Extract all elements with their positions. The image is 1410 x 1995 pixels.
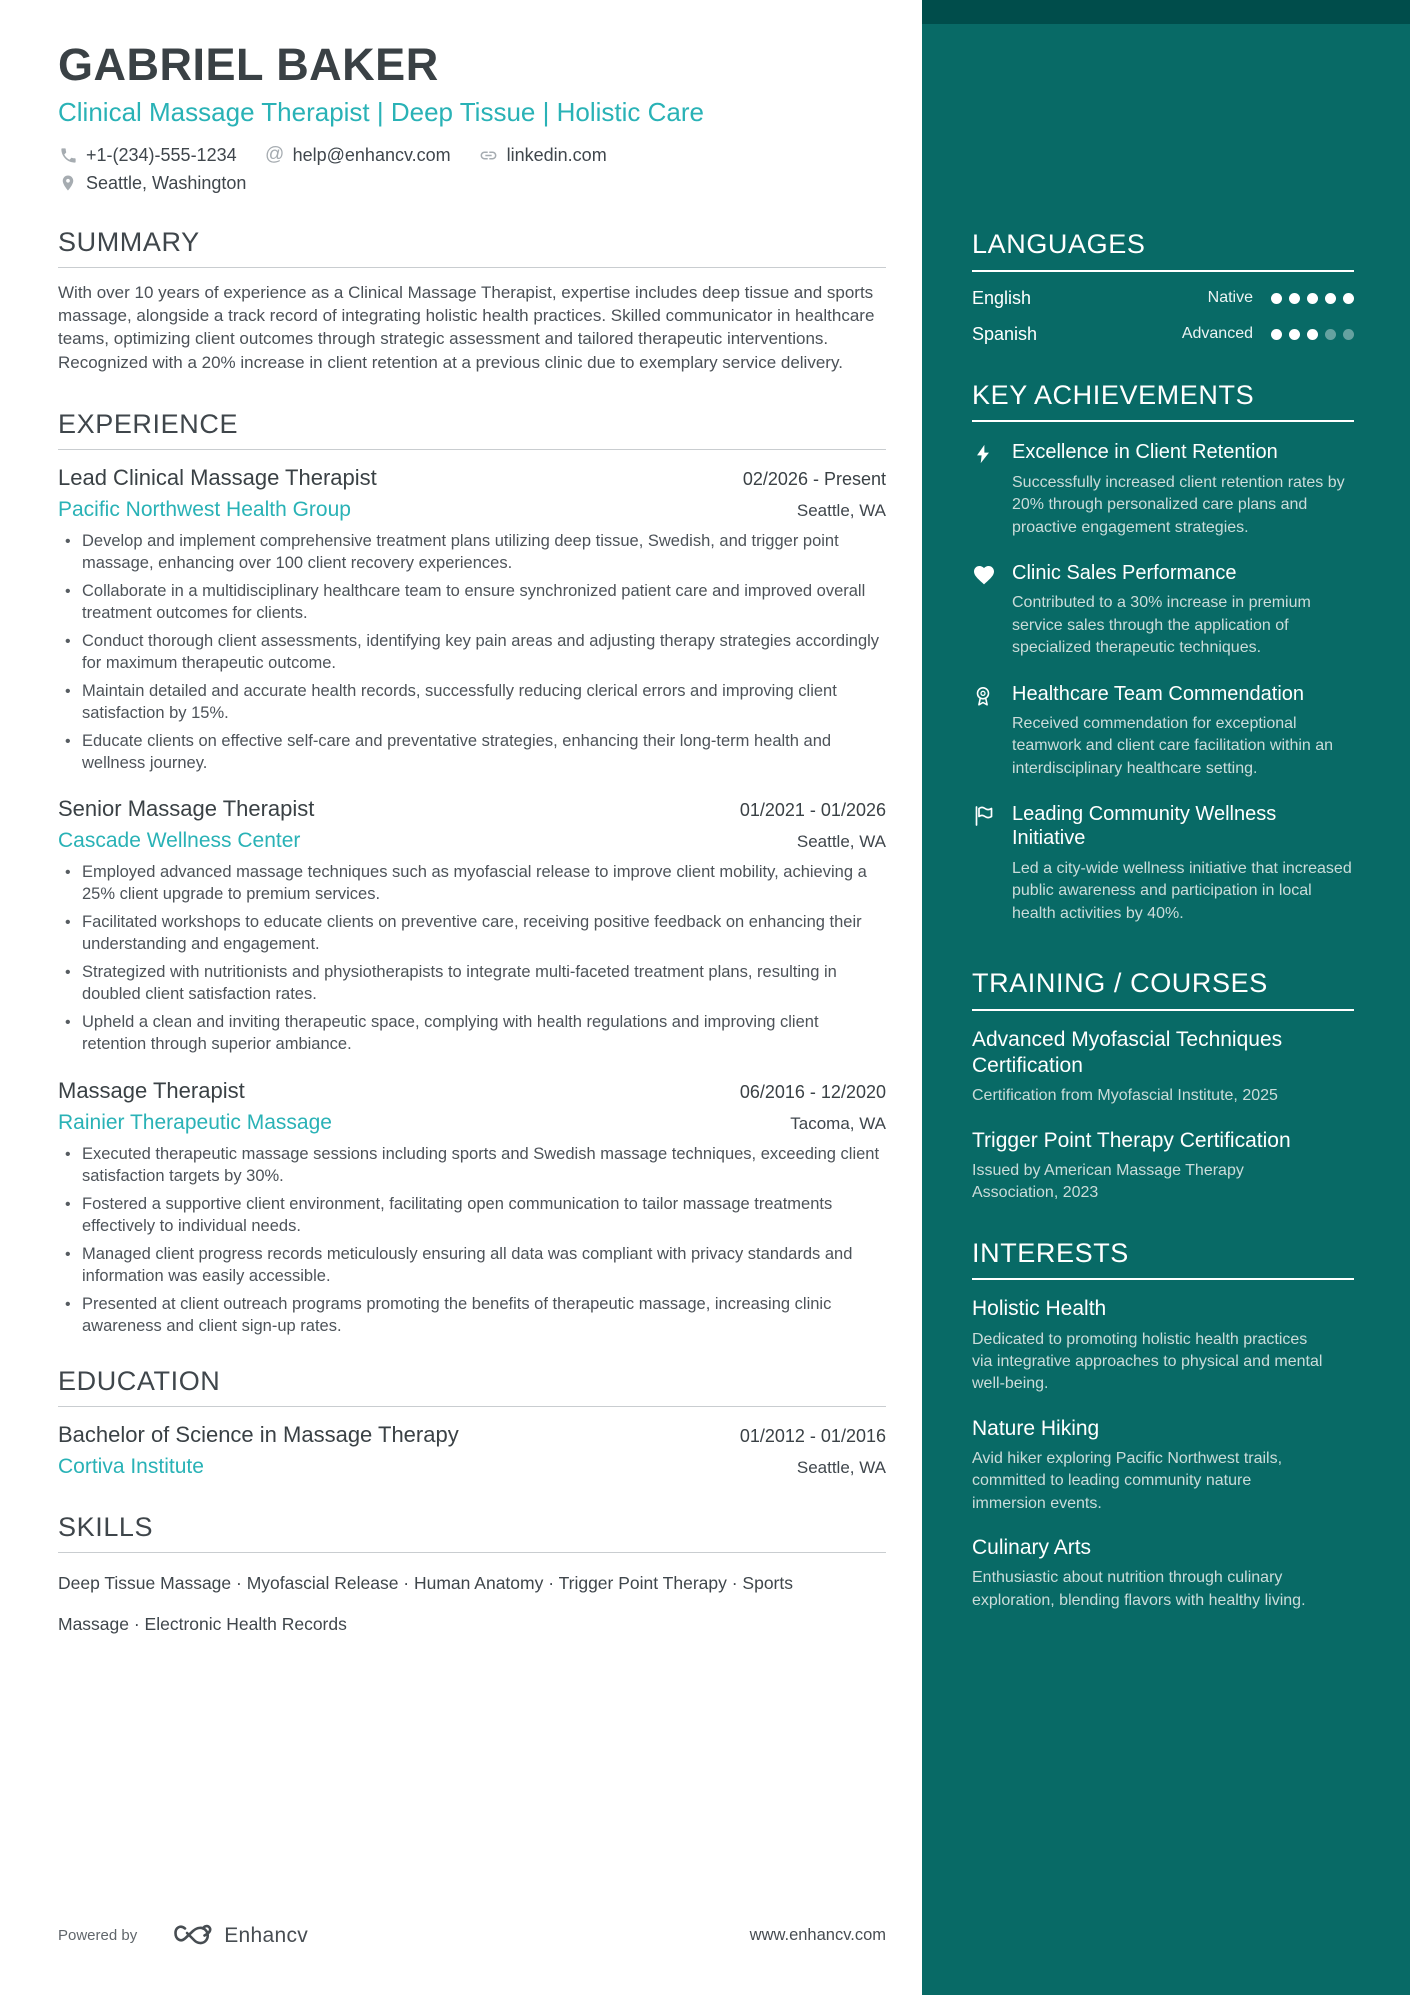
job-bullet: • Managed client progress records meticulously ensuring all data was compliant with privacy standards and information was easily accessible. [82, 1244, 886, 1288]
achievement-item [972, 682, 1354, 781]
job-bullet: • Employed advanced massage techniques such as myofascial release to improve client mobility, achieving a 25% client upgrade to premium services. [82, 862, 886, 906]
job-bullets [58, 1144, 886, 1338]
achievement-text: Led a city-wide wellness initiative that increased public awareness and participation in local health activities by 40%. [1012, 859, 1352, 922]
location-row [58, 173, 886, 194]
dot-filled [1289, 293, 1300, 304]
interest-item [972, 1535, 1354, 1612]
link-url: linkedin.com [506, 144, 607, 165]
language-row [972, 288, 1354, 309]
job-location: Seattle, WA [796, 832, 886, 852]
skills-heading: SKILLS [58, 1513, 886, 1553]
achievement-title: Excellence in Client Retention [1012, 441, 1278, 464]
location-text: Seattle, Washington [86, 172, 247, 193]
job-bullet: • Strategized with nutritionists and physiotherapists to integrate multi-faceted treatment plans, resulting in doubled client satisfaction rates. [82, 962, 886, 1006]
achievement-text: Received commendation for exceptional teamwork and client care facilitation within an interdisciplinary healthcare setting. [1012, 714, 1334, 777]
training-heading: TRAINING / COURSES [972, 969, 1354, 1011]
interest-text: Enthusiastic about nutrition through culinary exploration, blending flavors with healthy living. [972, 1569, 1306, 1609]
language-name: English [972, 287, 1032, 308]
interest-item [972, 1296, 1354, 1395]
interest-text: Dedicated to promoting holistic health practices via integrative approaches to physical and mental well-being. [972, 1330, 1323, 1393]
dot-filled [1289, 329, 1300, 340]
training-item [972, 1027, 1354, 1108]
language-proficiency-dots [1271, 293, 1354, 304]
summary-heading: SUMMARY [58, 228, 886, 268]
education-location: Seattle, WA [796, 1458, 886, 1478]
enhancv-logo [173, 1922, 308, 1949]
interest-item [972, 1416, 1354, 1515]
job-title: Lead Clinical Massage Therapist [58, 465, 377, 491]
language-proficiency-dots [1271, 329, 1354, 340]
job-title: Senior Massage Therapist [58, 796, 315, 822]
interests-heading: INTERESTS [972, 1239, 1354, 1281]
language-name: Spanish [972, 323, 1038, 344]
brand-name: Enhancv [224, 1923, 309, 1947]
interests-list [972, 1296, 1354, 1612]
interest-title: Nature Hiking [972, 1416, 1100, 1440]
job-company: Pacific Northwest Health Group [58, 498, 351, 522]
achievement-title: Clinic Sales Performance [1012, 561, 1237, 584]
job-bullets [58, 862, 886, 1056]
language-level: Native [1207, 289, 1253, 307]
languages-list [972, 288, 1354, 345]
achievement-title: Healthcare Team Commendation [1012, 682, 1305, 705]
job-bullets [58, 531, 886, 774]
job-location: Tacoma, WA [790, 1113, 886, 1133]
heart-icon [972, 561, 996, 660]
education-entry [58, 1422, 886, 1479]
achievement-item [972, 440, 1354, 539]
job-bullet: • Fostered a supportive client environment, facilitating open communication to tailor massage treatments effectively to individual needs. [82, 1194, 886, 1238]
phone-contact[interactable] [58, 145, 237, 166]
dot-filled [1307, 293, 1318, 304]
achievements-heading: KEY ACHIEVEMENTS [972, 381, 1354, 423]
summary-text: With over 10 years of experience as a Clinical Massage Therapist, expertise includes deep tissue and sports massage, alongside a track record of integrating holistic health practices. Skilled communicator in healthcare teams, optimizing client outcomes through strategic assessment and tailored therapeutic interventions. Recognized with a 20% increase in client retention at a previous clinic due to exemplary service delivery. [58, 282, 875, 372]
job-company: Rainier Therapeutic Massage [58, 1110, 332, 1134]
achievement-text: Successfully increased client retention rates by 20% through personalized care plans and proactive engagement strategies. [1012, 473, 1345, 536]
sidebar-top-band [922, 0, 1410, 24]
lightning-icon [972, 440, 996, 539]
dot-filled [1271, 329, 1282, 340]
education-degree: Bachelor of Science in Massage Therapy [58, 1422, 459, 1448]
at-icon: @ [264, 144, 285, 166]
job-entry [58, 1078, 886, 1338]
dot-filled [1343, 293, 1354, 304]
person-headline: Clinical Massage Therapist | Deep Tissue | Holistic Care [58, 97, 704, 127]
sidebar [922, 0, 1410, 1995]
job-entry [58, 465, 886, 774]
phone-icon [58, 145, 78, 165]
training-title: Trigger Point Therapy Certification [972, 1128, 1291, 1152]
skills-list: Deep Tissue Massage · Myofascial Release · Human Anatomy · Trigger Point Therapy · Sports Massage · Electronic Health Records [58, 1572, 793, 1634]
job-bullet: • Develop and implement comprehensive treatment plans utilizing deep tissue, Swedish, and trigger point massage, enhancing over 100 client recovery experiences. [82, 531, 886, 575]
achievement-item [972, 802, 1354, 925]
job-bullet: • Executed therapeutic massage sessions including sports and Swedish massage techniques, exceeding client satisfaction targets by 30%. [82, 1144, 886, 1188]
medal-icon [972, 682, 996, 781]
sidebar-content [922, 0, 1410, 1612]
email-contact[interactable] [265, 145, 451, 166]
location-contact [58, 173, 246, 194]
interest-title: Culinary Arts [972, 1536, 1092, 1560]
footer [58, 1922, 886, 1949]
job-title: Massage Therapist [58, 1077, 245, 1103]
job-bullet: • Upheld a clean and inviting therapeutic space, complying with health regulations and improving client retention through superior ambiance. [82, 1012, 886, 1056]
achievement-text: Contributed to a 30% increase in premium service sales through the application of specialized therapeutic techniques. [1012, 594, 1311, 657]
job-entry [58, 796, 886, 1056]
dot-filled [1271, 293, 1282, 304]
achievements-list [972, 440, 1354, 925]
achievement-item [972, 561, 1354, 660]
training-text: Issued by American Massage Therapy Association, 2023 [972, 1161, 1244, 1202]
dot-filled [1307, 329, 1318, 340]
job-dates: 01/2021 - 01/2026 [739, 800, 886, 821]
job-bullet: • Facilitated workshops to educate clients on preventive care, receiving positive feedback on enhancing their understanding and engagement. [82, 912, 886, 956]
job-bullet: • Presented at client outreach programs promoting the benefits of therapeutic massage, increasing clinic awareness and client sign-up rates. [82, 1294, 886, 1338]
interest-text: Avid hiker exploring Pacific Northwest trails, committed to leading community nature immersion events. [972, 1449, 1283, 1512]
job-company: Cascade Wellness Center [58, 829, 301, 853]
dot-empty [1325, 329, 1336, 340]
footer-url[interactable]: www.enhancv.com [749, 1926, 886, 1944]
location-pin-icon [58, 173, 78, 193]
experience-heading: EXPERIENCE [58, 410, 886, 450]
person-name: GABRIEL BAKER [58, 39, 439, 90]
job-bullet: • Maintain detailed and accurate health records, successfully reducing clerical errors and improving client satisfaction by 15%. [82, 681, 886, 725]
infinity-heart-icon [173, 1922, 215, 1949]
job-dates: 06/2016 - 12/2020 [739, 1081, 886, 1102]
education-school: Cortiva Institute [58, 1455, 204, 1479]
training-text: Certification from Myofascial Institute, 2025 [972, 1087, 1278, 1105]
job-bullet: • Collaborate in a multidisciplinary healthcare team to ensure synchronized patient care and improved overall treatment outcomes for clients. [82, 581, 886, 625]
language-row [972, 324, 1354, 345]
phone-number: +1-(234)-555-1234 [86, 144, 237, 165]
link-contact[interactable] [479, 145, 607, 166]
language-level: Advanced [1181, 325, 1253, 343]
achievement-title: Leading Community Wellness Initiative [1012, 803, 1277, 850]
job-bullet: • Conduct thorough client assessments, identifying key pain areas and adjusting therapy strategies accordingly for maximum therapeutic outcome. [82, 631, 886, 675]
email-address: help@enhancv.com [292, 144, 451, 165]
training-item [972, 1128, 1354, 1205]
dot-empty [1343, 329, 1354, 340]
dot-filled [1325, 293, 1336, 304]
education-dates: 01/2012 - 01/2016 [739, 1426, 886, 1447]
job-location: Seattle, WA [796, 501, 886, 521]
powered-by-label: Powered by [58, 1927, 138, 1944]
training-title: Advanced Myofascial Techniques Certification [972, 1027, 1283, 1077]
languages-heading: LANGUAGES [972, 230, 1354, 272]
link-icon [479, 145, 499, 165]
contact-row [58, 145, 886, 166]
flag-icon [972, 802, 996, 925]
training-list [972, 1027, 1354, 1205]
job-dates: 02/2026 - Present [742, 469, 886, 490]
interest-title: Holistic Health [972, 1297, 1107, 1321]
job-bullet: • Educate clients on effective self-care and preventative strategies, enhancing their long-term health and wellness journey. [82, 731, 886, 775]
education-heading: EDUCATION [58, 1367, 886, 1407]
